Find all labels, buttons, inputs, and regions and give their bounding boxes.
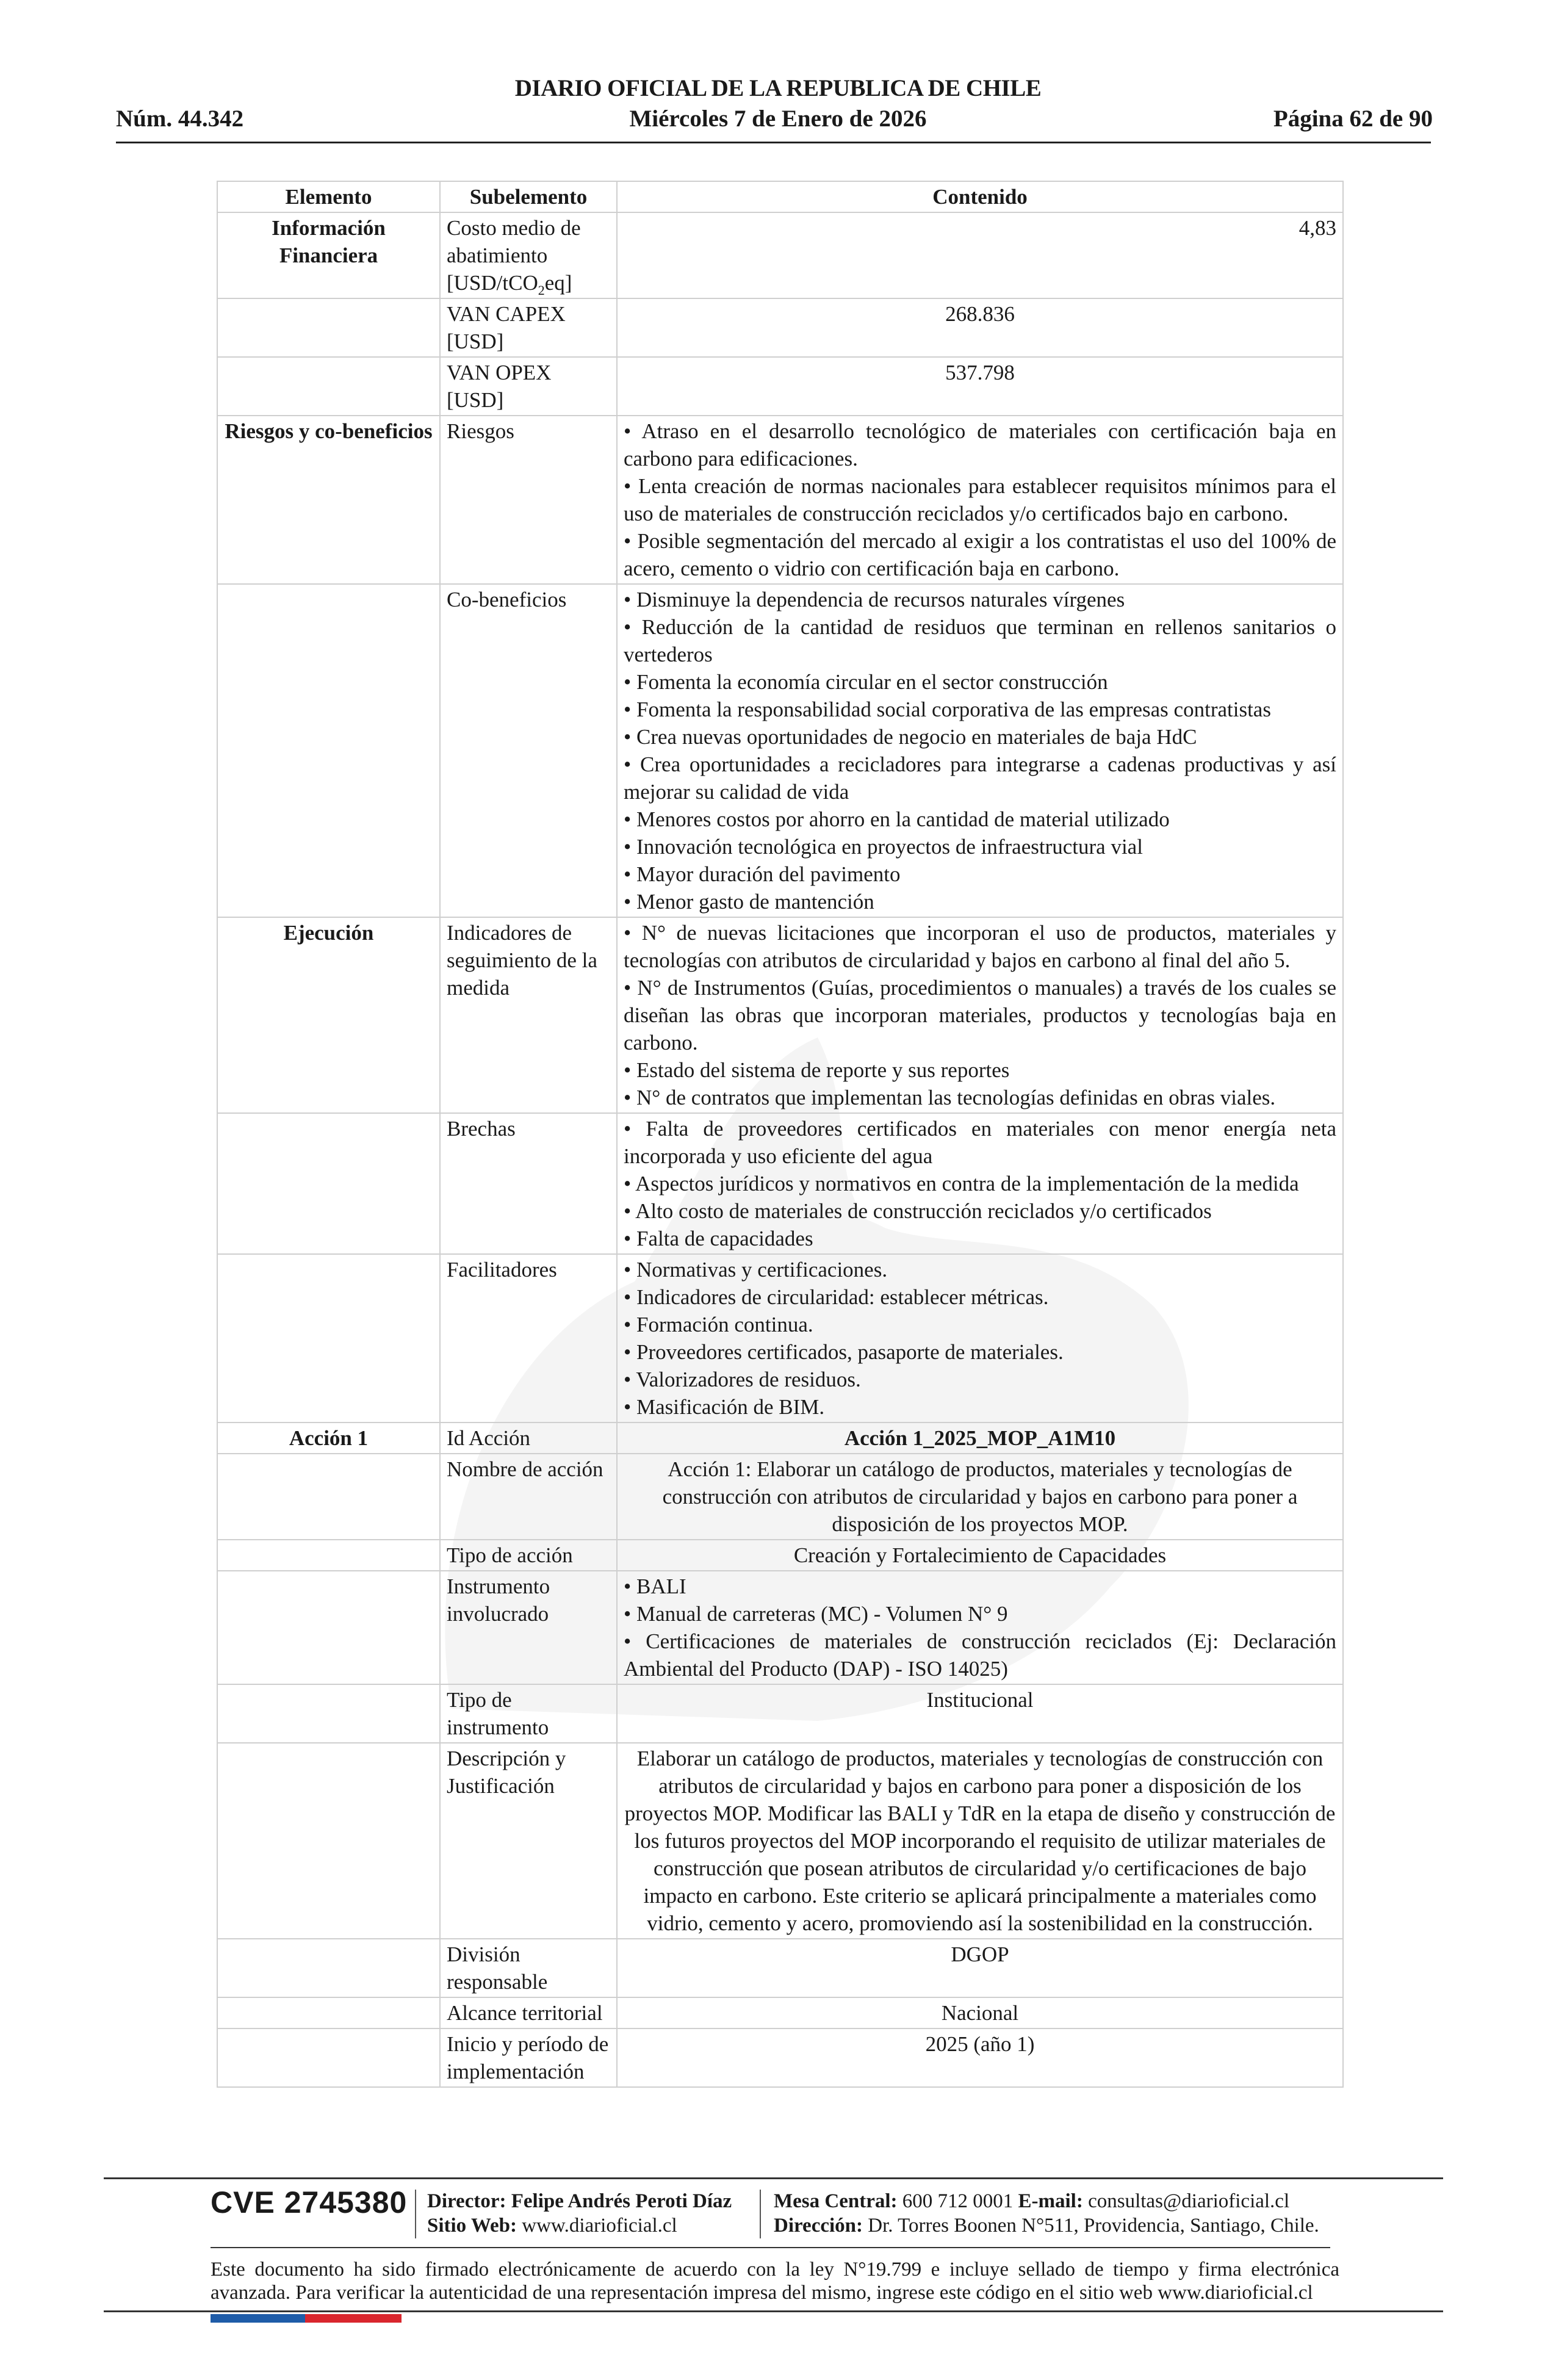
list-item: • Menores costos por ahorro en la cantidad de material utilizado [624, 807, 1170, 831]
instrumentos-list [617, 1571, 1343, 1684]
director-name: Felipe Andrés Peroti Díaz [511, 2190, 732, 2212]
riesgos-list [617, 416, 1343, 584]
footer-separator [415, 2190, 416, 2238]
sub-id-label: Id Acción [440, 1423, 617, 1454]
sub-tipo-label: Tipo de acción [440, 1540, 617, 1571]
measure-table [217, 181, 1344, 2088]
list-item: • Masificación de BIM. [624, 1395, 825, 1419]
email-link[interactable]: consultas@diarioficial.cl [1088, 2190, 1290, 2212]
table-row [217, 1423, 1343, 1454]
sub-cobeneficios-label: Co-beneficios [440, 584, 617, 917]
sub-descripcion-label: Descripción y Justificación [440, 1743, 617, 1939]
table-header-row [217, 181, 1343, 212]
sub-indicadores-label: Indicadores de seguimiento de la medida [440, 917, 617, 1113]
facilitadores-list [617, 1254, 1343, 1423]
list-item: • Lenta creación de normas nacionales para establecer requisitos mínimos para el uso de materiales de construcción reciclados y/o certificados bajo en carbono. [624, 474, 1336, 525]
list-item: • Posible segmentación del mercado al exigir a los contratistas el uso del 100% de acero, cemento o vidrio con certificación baja en carbono. [624, 529, 1336, 580]
list-item: • Manual de carreteras (MC) - Volumen N° 9 [624, 1602, 1008, 1626]
header-subelemento: Subelemento [440, 181, 617, 212]
address-value: Dr. Torres Boonen N°511, Providencia, Santiago, Chile. [868, 2215, 1319, 2237]
list-item: • Valorizadores de residuos. [624, 1368, 861, 1391]
address-label: Dirección: [774, 2215, 863, 2237]
header-elemento: Elemento [217, 181, 440, 212]
table-row [217, 1540, 1343, 1571]
web-link[interactable]: www.diarioficial.cl [522, 2215, 677, 2237]
element-financial: Información Financiera [217, 212, 440, 298]
cve-code: CVE 2745380 [211, 2185, 408, 2220]
flag-stripe-red [305, 2314, 402, 2323]
footer-director-block [427, 2189, 732, 2238]
sub-opex-label: VAN OPEX [USD] [440, 357, 617, 416]
table-row [217, 298, 1343, 357]
footer-contact-block [774, 2189, 1319, 2238]
table-row [217, 1113, 1343, 1254]
table-row [217, 584, 1343, 917]
list-item: • Crea nuevas oportunidades de negocio en materiales de baja HdC [624, 725, 1197, 749]
table-row [217, 917, 1343, 1113]
list-item: • Aspectos jurídicos y normativos en contra de la implementación de la medida [624, 1172, 1299, 1195]
list-item: • Reducción de la cantidad de residuos que terminan en rellenos sanitarios o vertederos [624, 615, 1336, 666]
table-row [217, 212, 1343, 298]
sub-facilitadores-label: Facilitadores [440, 1254, 617, 1423]
list-item: • Atraso en el desarrollo tecnológico de materiales con certificación baja en carbono para edificaciones. [624, 419, 1336, 471]
element-action-1: Acción 1 [217, 1423, 440, 1454]
scope-value: Nacional [617, 1997, 1343, 2028]
page-number: Página 62 de 90 [1273, 106, 1433, 132]
table-row [217, 1571, 1343, 1684]
list-item: • Proveedores certificados, pasaporte de materiales. [624, 1340, 1064, 1364]
director-label: Director: [427, 2190, 506, 2212]
table-row [217, 1254, 1343, 1423]
list-item: • Estado del sistema de reporte y sus reportes [624, 1058, 1010, 1082]
list-item: • BALI [624, 1574, 686, 1598]
footer-divider-top [104, 2177, 1443, 2179]
sub-tipo-instrumento-label: Tipo de instrumento [440, 1684, 617, 1743]
list-item: • Mayor duración del pavimento [624, 862, 901, 886]
sub-capex-label: VAN CAPEX [USD] [440, 298, 617, 357]
action-type-value: Creación y Fortalecimiento de Capacidades [617, 1540, 1343, 1571]
sub-riesgos-label: Riesgos [440, 416, 617, 584]
list-item: • Normativas y certificaciones. [624, 1258, 888, 1282]
table-row [217, 1939, 1343, 1997]
table-row [217, 1684, 1343, 1743]
sub-inicio-label: Inicio y período de implementación [440, 2028, 617, 2087]
action-id-value: Acción 1_2025_MOP_A1M10 [617, 1423, 1343, 1454]
mesa-label: Mesa Central: [774, 2190, 898, 2212]
list-item: • Menor gasto de mantención [624, 890, 874, 914]
list-item: • Certificaciones de materiales de construcción reciclados (Ej: Declaración Ambiental del Producto (DAP) - ISO 14025) [624, 1629, 1336, 1681]
description-value: Elaborar un catálogo de productos, materiales y tecnologías de construcción con atributos de circularidad y bajos en carbono para poner a disposición de los proyectos MOP. Modificar las BALI y TdR en la etapa de diseño y construcción de los futuros proyectos del MOP incorporando el requisito de utilizar materiales de construcción que posean atributos de circularidad y/o certificaciones de bajo impacto en carbono. Este criterio se aplicará principalmente a materiales como vidrio, cemento y acero, promoviendo así la sostenibilidad en la construcción. [617, 1743, 1343, 1939]
division-value: DGOP [617, 1939, 1343, 1997]
list-item: • Alto costo de materiales de construcción reciclados y/o certificados [624, 1199, 1212, 1223]
list-item: • N° de Instrumentos (Guías, procedimientos o manuales) a través de los cuales se diseñan las obras que incorporan materiales, productos y tecnologías baja en carbono. [624, 976, 1336, 1055]
capex-value: 268.836 [617, 298, 1343, 357]
list-item: • Disminuye la dependencia de recursos naturales vírgenes [624, 588, 1125, 611]
action-name-value: Acción 1: Elaborar un catálogo de productos, materiales y tecnologías de construcción con atributos de circularidad y bajos en carbono para poner a disposición de los proyectos MOP. [617, 1454, 1343, 1540]
footer-divider-mid [211, 2247, 1330, 2248]
journal-title: DIARIO OFICIAL DE LA REPUBLICA DE CHILE [514, 75, 1042, 101]
brechas-list [617, 1113, 1343, 1254]
opex-value: 537.798 [617, 357, 1343, 416]
list-item: • N° de nuevas licitaciones que incorporan el uso de productos, materiales y tecnologías con atributos de circularidad y bajos en carbono al final del año 5. [624, 921, 1336, 972]
list-item: • Crea oportunidades a recicladores para integrarse a cadenas productivas y así mejorar su calidad de vida [624, 752, 1336, 804]
cobeneficios-list [617, 584, 1343, 917]
list-item: • Fomenta la responsabilidad social corporativa de las empresas contratistas [624, 698, 1271, 721]
list-item: • Fomenta la economía circular en el sector construcción [624, 670, 1108, 694]
table-row [217, 357, 1343, 416]
list-item: • Indicadores de circularidad: establecer métricas. [624, 1285, 1049, 1309]
header-contenido: Contenido [617, 181, 1343, 212]
list-item: • Falta de proveedores certificados en materiales con menor energía neta incorporada y uso eficiente del agua [624, 1117, 1336, 1168]
sub-brechas-label: Brechas [440, 1113, 617, 1254]
cost-value: 4,83 [617, 212, 1343, 298]
sub-alcance-label: Alcance territorial [440, 1997, 617, 2028]
list-item: • Innovación tecnológica en proyectos de infraestructura vial [624, 835, 1143, 859]
indicadores-list [617, 917, 1343, 1113]
element-risks: Riesgos y co-beneficios [217, 416, 440, 584]
table-row [217, 1743, 1343, 1939]
email-label: E-mail: [1018, 2190, 1083, 2212]
table-row [217, 1454, 1343, 1540]
issue-number: Núm. 44.342 [116, 106, 244, 132]
header-divider [116, 142, 1431, 143]
signature-note: Este documento ha sido firmado electrónicamente de acuerdo con la ley N°19.799 e incluye sellado de tiempo y firma electrónica avanzada. Para verificar la autenticidad de una representación impresa del mismo, ingrese este código en el sitio web www.diarioficial.cl [211, 2259, 1339, 2304]
issue-date: Miércoles 7 de Enero de 2026 [629, 106, 927, 132]
element-execution: Ejecución [217, 917, 440, 1113]
mesa-phone: 600 712 0001 [902, 2190, 1014, 2212]
web-label: Sitio Web: [427, 2215, 517, 2237]
sub-instrumento-label: Instrumento involucrado [440, 1571, 617, 1684]
footer-divider-bottom [104, 2310, 1443, 2312]
sub-nombre-label: Nombre de acción [440, 1454, 617, 1540]
table-row [217, 2028, 1343, 2087]
list-item: • Falta de capacidades [624, 1227, 813, 1250]
table-row [217, 1997, 1343, 2028]
flag-stripe-blue [211, 2314, 305, 2323]
sub-division-label: División responsable [440, 1939, 617, 1997]
list-item: • N° de contratos que implementan las tecnologías definidas en obras viales. [624, 1086, 1276, 1109]
sub-cost-label: Costo medio de abatimiento [USD/tCO$_2$eq] [440, 212, 617, 298]
footer-separator [760, 2190, 761, 2238]
start-value: 2025 (año 1) [617, 2028, 1343, 2087]
list-item: • Formación continua. [624, 1313, 813, 1336]
table-row [217, 416, 1343, 584]
instrument-type-value: Institucional [617, 1684, 1343, 1743]
